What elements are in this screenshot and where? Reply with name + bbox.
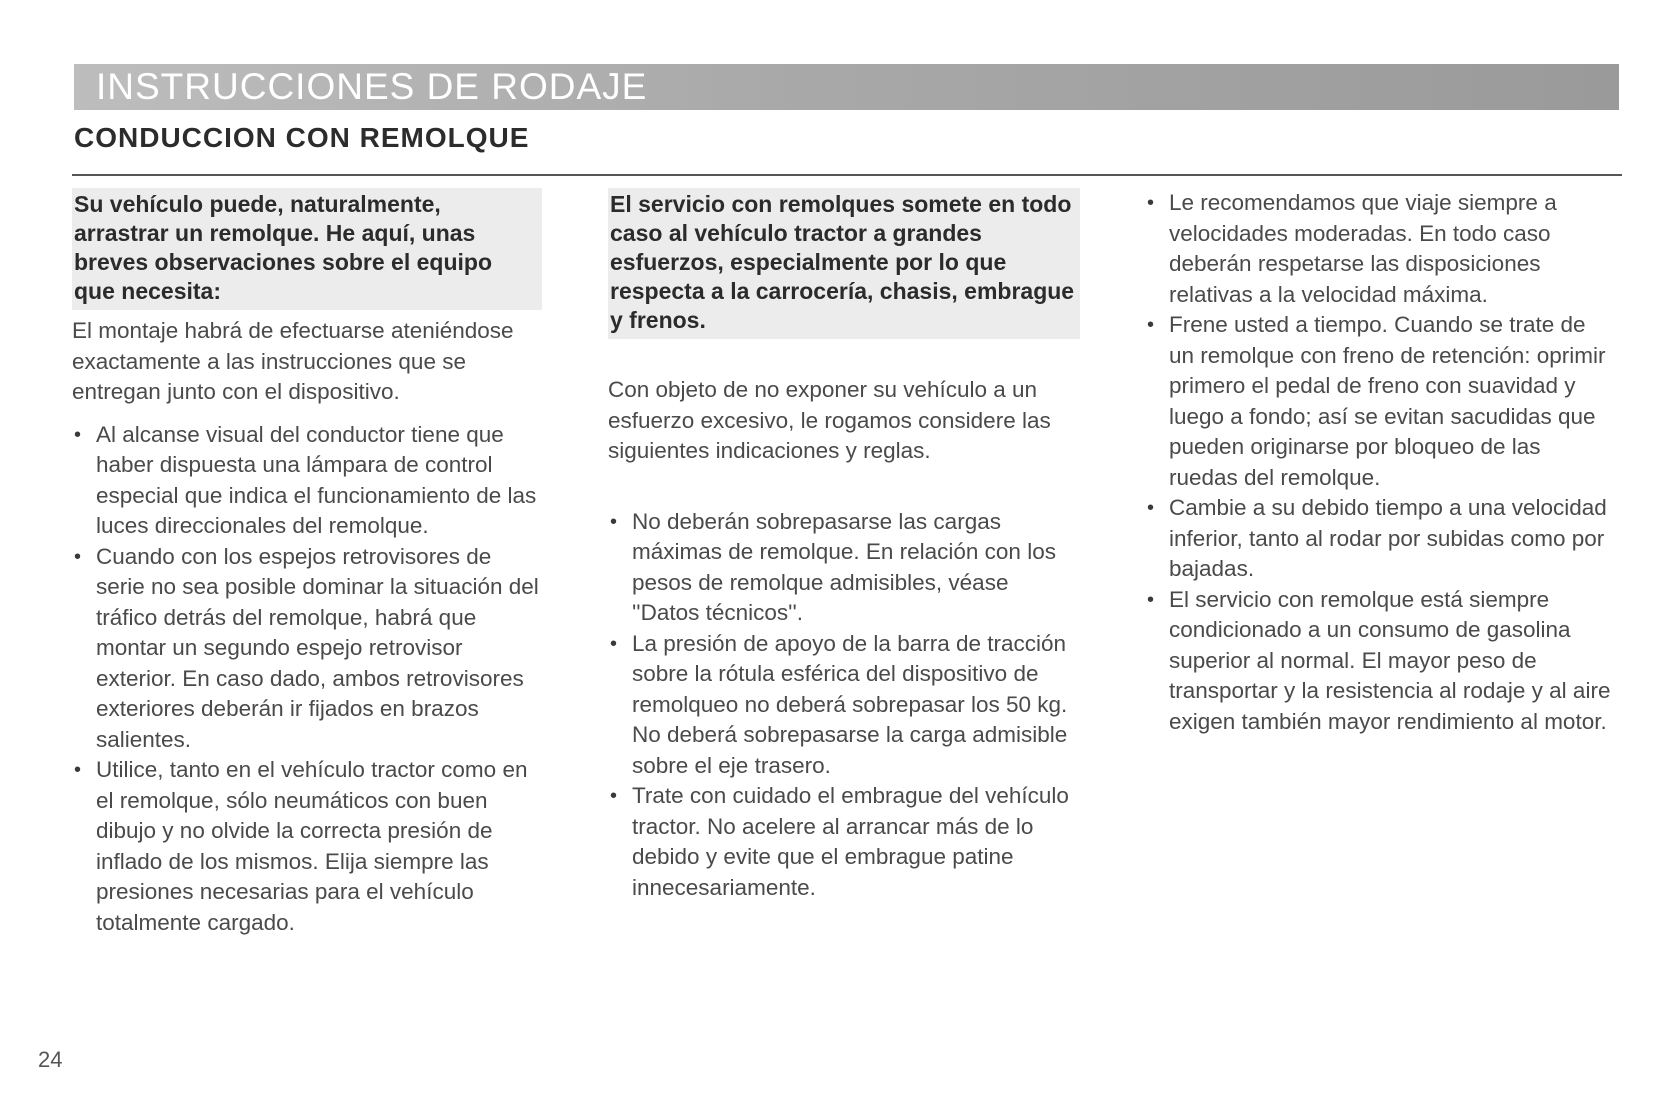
bullet-icon: • — [1147, 314, 1155, 336]
page-number: 24 — [38, 1047, 63, 1072]
bullet-icon: • — [74, 545, 82, 568]
bullet-icon: • — [610, 632, 618, 655]
bullet-icon: • — [74, 423, 82, 446]
list-item-text: La presión de apoyo de la barra de tracción sobre la rótula esférica del dispositivo de remolqueo no deberá sobrepasar los 50 kg. No deberá sobrepasarse la carga admisible sobre el eje trasero. — [632, 630, 1068, 778]
section-title: INSTRUCCIONES DE RODAJE — [96, 66, 648, 107]
bullet-icon: • — [1147, 588, 1155, 611]
column-2-lead: El servicio con remolques somete en todo caso al vehículo tractor a grandes esfuerzos, especialmente por lo que respecta a la carrocería, chasis, embrague y frenos. — [608, 188, 1080, 339]
column-2-list — [608, 507, 1080, 904]
bullet-icon: • — [1147, 497, 1155, 519]
list-item — [72, 542, 542, 756]
column-1-intro: El montaje habrá de efectuarse ateniéndose exactamente a las instrucciones que se entregan junto con el dispositivo. — [72, 318, 514, 404]
list-item — [608, 507, 1080, 629]
list-item — [72, 420, 542, 542]
bullet-icon: • — [1147, 192, 1155, 214]
list-item-text: Le recomendamos que viaje siempre a velocidades moderadas. En todo caso deberán respetarse las disposiciones relativas a la velocidad máxima. — [1169, 190, 1557, 307]
column-3 — [1145, 188, 1615, 737]
list-item — [1145, 493, 1615, 585]
list-item-text: Trate con cuidado el embrague del vehículo tractor. No acelere al arrancar más de lo debido y evite que el embrague patine innecesariamente. — [632, 783, 1069, 900]
column-2-intro: Con objeto de no exponer su vehículo a un esfuerzo excesivo, le rogamos considere las siguientes indicaciones y reglas. — [608, 377, 1051, 463]
list-item-text: No deberán sobrepasarse las cargas máximas de remolque. En relación con los pesos de remolque admisibles, véase ''Datos técnicos''. — [632, 508, 1056, 625]
column-3-list — [1145, 188, 1615, 737]
list-item — [72, 755, 542, 938]
column-1 — [72, 188, 542, 938]
section-title-banner — [74, 64, 1619, 110]
column-1-list — [72, 420, 542, 939]
list-item-text: Cambie a su debido tiempo a una velocidad inferior, tanto al rodar por subidas como por bajadas. — [1169, 495, 1607, 581]
list-item-text: Al alcanse visual del conductor tiene que haber dispuesta una lámpara de control especial que indica el funcionamiento de las luces direccionales del remolque. — [96, 421, 537, 538]
column-1-lead: Su vehículo puede, naturalmente, arrastrar un remolque. He aquí, unas breves observaciones sobre el equipo que necesita: — [72, 188, 542, 310]
list-item — [1145, 310, 1615, 493]
list-item-text: Frene usted a tiempo. Cuando se trate de un remolque con freno de retención: oprimir primero el pedal de freno con suavidad y luego a fondo; así se evitan sacudidas que pueden originarse por bloqueo de las ruedas del remolque. — [1169, 312, 1606, 490]
list-item-text: Cuando con los espejos retrovisores de serie no sea posible dominar la situación del tráfico detrás del remolque, habrá que montar un segundo espejo retrovisor exterior. En caso dado, ambos retrovisores exteriores deberán ir fijados en brazos salientes. — [96, 543, 539, 752]
list-item-text: Utilice, tanto en el vehículo tractor como en el remolque, sólo neumáticos con buen dibujo y no olvide la correcta presión de inflado de los mismos. Elija siempre las presiones necesarias para el vehículo totalmente cargado. — [96, 757, 528, 935]
list-item-text: El servicio con remolque está siempre condicionado a un consumo de gasolina superior al normal. El mayor peso de transportar y la resistencia al rodaje y al aire exigen también mayor rendimiento al motor. — [1169, 586, 1611, 734]
bullet-icon: • — [74, 759, 82, 781]
bullet-icon: • — [610, 785, 618, 807]
bullet-icon: • — [610, 510, 618, 533]
list-item — [608, 629, 1080, 782]
list-item — [1145, 188, 1615, 310]
column-2 — [608, 188, 1080, 903]
page-subtitle: CONDUCCION CON REMOLQUE — [74, 122, 530, 153]
list-item — [1145, 585, 1615, 738]
list-item — [608, 781, 1080, 903]
header-divider — [72, 174, 1622, 176]
